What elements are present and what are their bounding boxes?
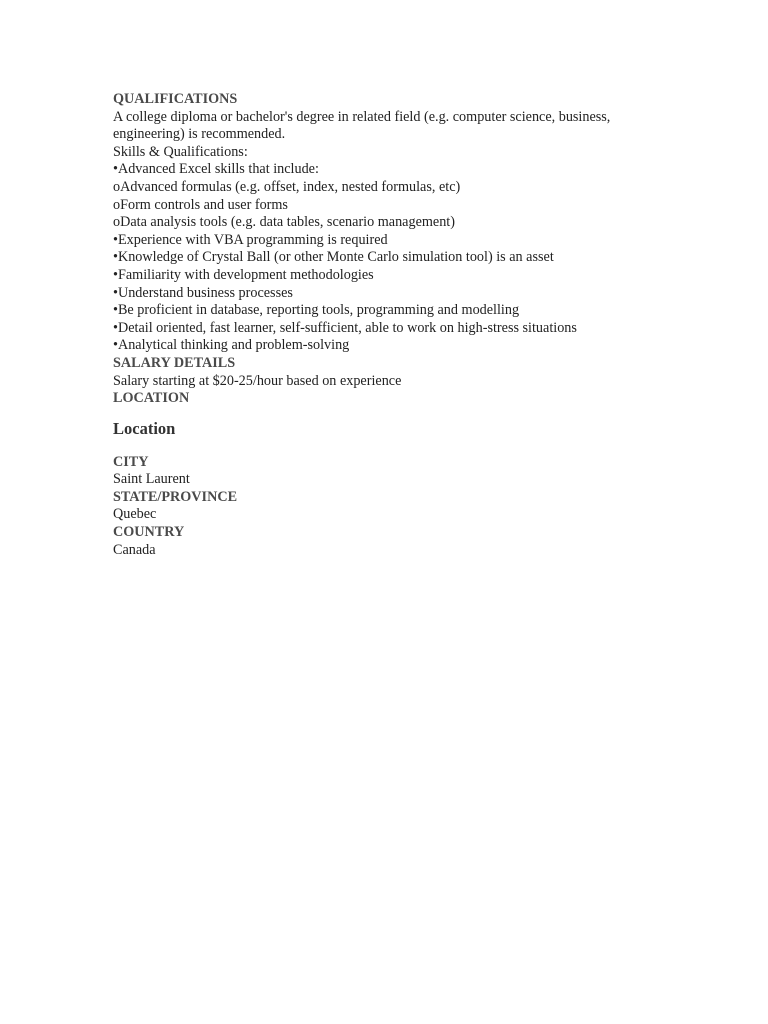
job-posting-content xyxy=(113,91,653,559)
skill-item: •Understand business processes xyxy=(113,284,293,301)
skill-subitem: oForm controls and user forms xyxy=(113,196,288,213)
skill-subitem: oAdvanced formulas (e.g. offset, index, nested formulas, etc) xyxy=(113,178,461,195)
skill-item: •Knowledge of Crystal Ball (or other Monte Carlo simulation tool) is an asset xyxy=(113,249,554,266)
qualifications-heading: QUALIFICATIONS xyxy=(113,91,238,107)
country-value: Canada xyxy=(113,541,156,558)
skill-item: •Be proficient in database, reporting tools, programming and modelling xyxy=(113,302,520,319)
location-section-title: Location xyxy=(113,418,176,438)
skills-subheading: Skills & Qualifications: xyxy=(113,143,248,160)
skill-subitem: oData analysis tools (e.g. data tables, scenario management) xyxy=(113,214,455,231)
city-label: CITY xyxy=(113,453,149,470)
qualifications-intro: A college diploma or bachelor's degree in related field (e.g. computer science, business, engineering) is recommended. xyxy=(113,108,611,143)
skill-item: •Experience with VBA programming is required xyxy=(113,231,388,248)
skill-item: •Familiarity with development methodologies xyxy=(113,266,374,283)
skill-item: •Advanced Excel skills that include: xyxy=(113,161,319,178)
skill-item: •Detail oriented, fast learner, self-sufficient, able to work on high-stress situations xyxy=(113,319,577,336)
state-province-value: Quebec xyxy=(113,506,157,523)
skill-item: •Analytical thinking and problem-solving xyxy=(113,337,350,354)
salary-heading: SALARY DETAILS xyxy=(113,354,236,371)
salary-text: Salary starting at $20-25/hour based on experience xyxy=(113,372,402,389)
location-heading: LOCATION xyxy=(113,390,190,407)
country-label: COUNTRY xyxy=(113,524,185,541)
city-value: Saint Laurent xyxy=(113,471,190,488)
state-province-label: STATE/PROVINCE xyxy=(113,488,238,505)
